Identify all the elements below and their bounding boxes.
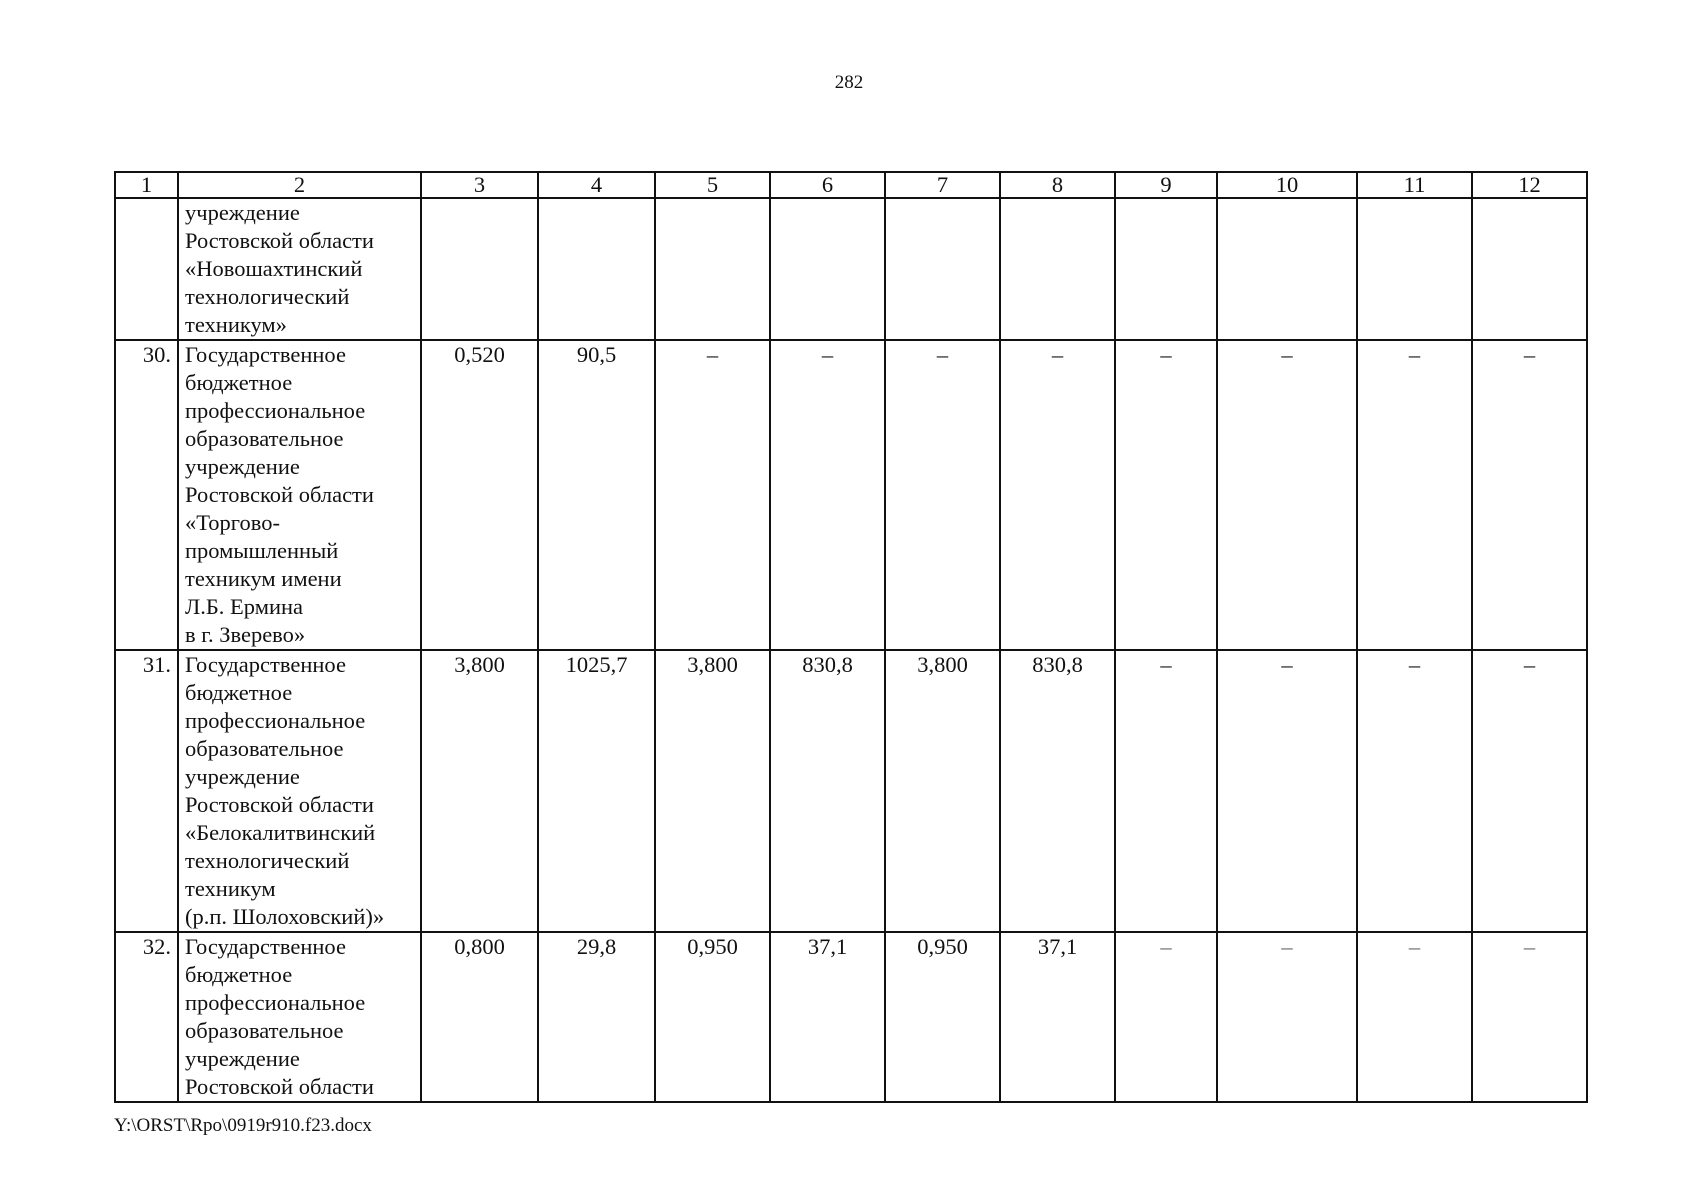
table-row	[115, 932, 1587, 1102]
column-number: 9	[1115, 172, 1217, 198]
table-cell	[655, 198, 770, 340]
table-cell: –	[885, 340, 1000, 650]
table-cell: –	[655, 340, 770, 650]
table-cell: –	[1217, 650, 1357, 932]
table-cell: 0,950	[655, 932, 770, 1102]
table-row	[115, 340, 1587, 650]
row-index	[115, 198, 178, 340]
table-cell: –	[1115, 650, 1217, 932]
table-cell: 830,8	[1000, 650, 1115, 932]
table-cell: 37,1	[770, 932, 885, 1102]
column-number: 10	[1217, 172, 1357, 198]
table-cell: –	[1472, 340, 1587, 650]
table-cell	[421, 198, 538, 340]
institution-name: Государственное бюджетное профессиональное образовательное учреждение Ростовской области «Белокалитвинский технологический техникум (р.п. Шолоховский)»	[178, 650, 421, 932]
table-row	[115, 198, 1587, 340]
table-row	[115, 650, 1587, 932]
table-cell: 3,800	[655, 650, 770, 932]
column-number: 8	[1000, 172, 1115, 198]
institution-name: учреждение Ростовской области «Новошахтинский технологический техникум»	[178, 198, 421, 340]
table-cell: 3,800	[885, 650, 1000, 932]
row-index: 31.	[115, 650, 178, 932]
row-index: 30.	[115, 340, 178, 650]
column-number: 6	[770, 172, 885, 198]
table-cell	[770, 198, 885, 340]
column-number: 7	[885, 172, 1000, 198]
table-cell: 0,520	[421, 340, 538, 650]
table-cell	[1115, 198, 1217, 340]
column-number: 1	[115, 172, 178, 198]
table-cell: –	[770, 340, 885, 650]
table-cell: 3,800	[421, 650, 538, 932]
table-cell: –	[1472, 650, 1587, 932]
table-cell: –	[1357, 340, 1472, 650]
table-cell	[1000, 198, 1115, 340]
page-number: 282	[834, 72, 864, 93]
column-number: 12	[1472, 172, 1587, 198]
column-number: 4	[538, 172, 655, 198]
row-index: 32.	[115, 932, 178, 1102]
table-cell: –	[1472, 932, 1587, 1102]
table-cell: –	[1217, 340, 1357, 650]
table-cell: 90,5	[538, 340, 655, 650]
table-cell: 1025,7	[538, 650, 655, 932]
column-number: 11	[1357, 172, 1472, 198]
table-cell: 830,8	[770, 650, 885, 932]
table-cell: 29,8	[538, 932, 655, 1102]
table-cell: –	[1115, 340, 1217, 650]
table-cell: 37,1	[1000, 932, 1115, 1102]
table-cell: 0,800	[421, 932, 538, 1102]
table-cell	[1357, 198, 1472, 340]
footer-file-path: Y:\ORST\Rpo\0919r910.f23.docx	[114, 1115, 372, 1136]
data-table	[114, 171, 1588, 1103]
column-number: 3	[421, 172, 538, 198]
institution-name: Государственное бюджетное профессиональное образовательное учреждение Ростовской области	[178, 932, 421, 1102]
column-number-row	[115, 172, 1587, 198]
table-cell	[1217, 198, 1357, 340]
table-cell: 0,950	[885, 932, 1000, 1102]
institution-name: Государственное бюджетное профессиональное образовательное учреждение Ростовской области «Торгово- промышленный техникум имени Л.Б. Ермина в г. Зверево»	[178, 340, 421, 650]
column-number: 5	[655, 172, 770, 198]
table-cell: –	[1000, 340, 1115, 650]
table-cell: –	[1217, 932, 1357, 1102]
table-cell: –	[1357, 650, 1472, 932]
table-cell	[538, 198, 655, 340]
table-cell	[885, 198, 1000, 340]
table-cell	[1472, 198, 1587, 340]
table-cell: –	[1115, 932, 1217, 1102]
column-number: 2	[178, 172, 421, 198]
table-cell: –	[1357, 932, 1472, 1102]
